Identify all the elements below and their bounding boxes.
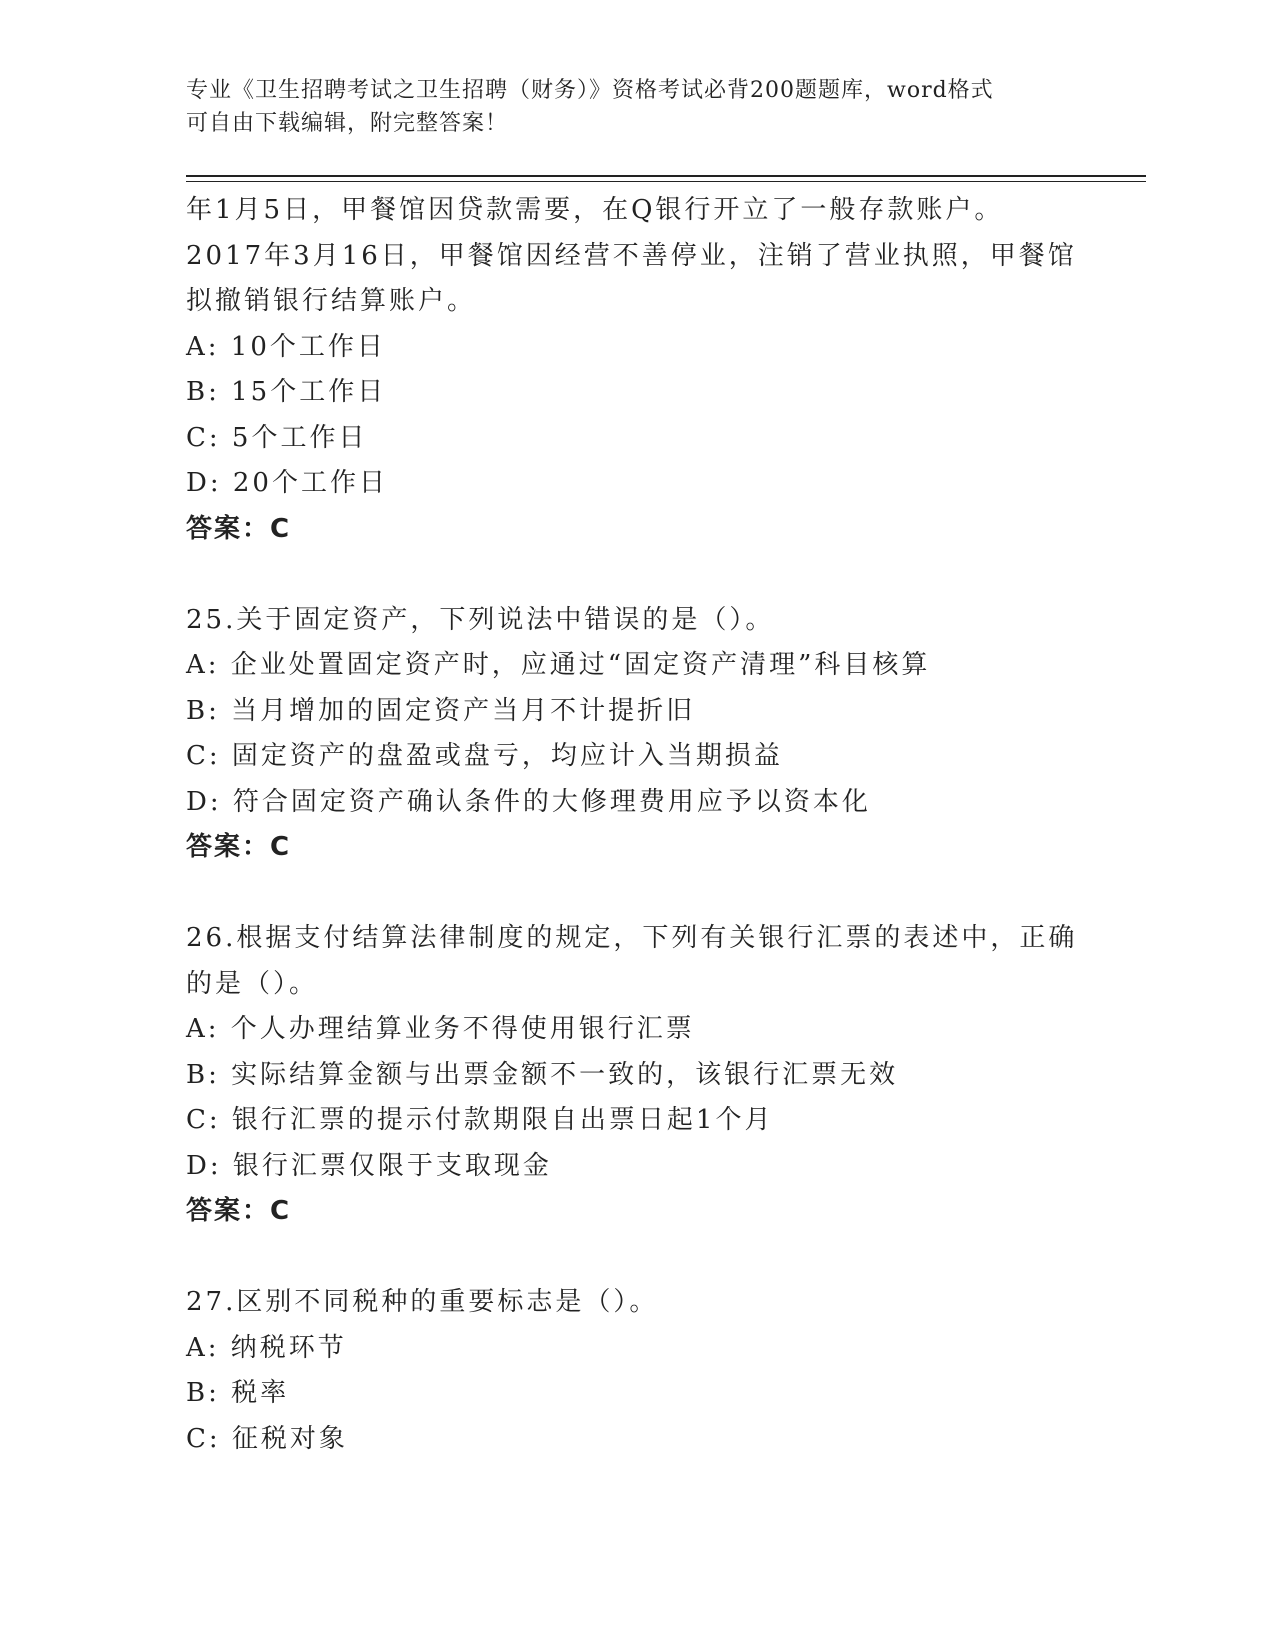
option-c: C: 征税对象 xyxy=(186,1423,348,1454)
spacer xyxy=(186,1235,1086,1281)
option-b: B: 税率 xyxy=(186,1378,290,1408)
document-header xyxy=(186,74,1086,140)
option-d: D: 20个工作日 xyxy=(186,468,388,498)
question-text-line: 2017年3月16日，甲餐馆因经营不善停业，注销了营业执照，甲餐馆 xyxy=(186,240,1077,271)
option-c: C: 银行汇票的提示付款期限自出票日起1个月 xyxy=(186,1105,774,1135)
header-divider-thick xyxy=(186,175,1146,177)
spacer xyxy=(186,552,1086,598)
option-d: D: 银行汇票仅限于支取现金 xyxy=(186,1150,552,1181)
option-b: B: 15个工作日 xyxy=(186,377,387,407)
option-a: A: 10个工作日 xyxy=(186,331,386,362)
question-26 xyxy=(186,916,1086,1235)
answer-line: 答案：C xyxy=(186,513,292,544)
option-d: D: 符合固定资产确认条件的大修理费用应予以资本化 xyxy=(186,786,871,817)
question-text-line: 年1月5日，甲餐馆因贷款需要，在Q银行开立了一般存款账户。 xyxy=(186,195,1004,225)
option-a: A: 纳税环节 xyxy=(186,1332,347,1363)
option-c: C: 5个工作日 xyxy=(186,422,368,453)
question-text-line: 25.关于固定资产，下列说法中错误的是（）。 xyxy=(186,604,775,635)
spacer xyxy=(186,871,1086,917)
question-24-continuation xyxy=(186,188,1086,552)
header-title-line-1: 专业《卫生招聘考试之卫生招聘（财务）》资格考试必背200题题库，word格式 xyxy=(186,78,994,103)
option-b: B: 实际结算金额与出票金额不一致的，该银行汇票无效 xyxy=(186,1059,899,1090)
option-c: C: 固定资产的盘盈或盘亏，均应计入当期损益 xyxy=(186,741,783,771)
answer-line: 答案：C xyxy=(186,1196,292,1226)
option-a: A: 企业处置固定资产时，应通过“固定资产清理”科目核算 xyxy=(186,650,931,680)
question-text-line: 27.区别不同税种的重要标志是（）。 xyxy=(186,1287,659,1317)
question-text-line: 的是（）。 xyxy=(186,968,319,999)
option-b: B: 当月增加的固定资产当月不计提折旧 xyxy=(186,695,696,726)
question-text-line: 拟撤销银行结算账户。 xyxy=(186,286,477,316)
question-25 xyxy=(186,598,1086,871)
question-27 xyxy=(186,1280,1086,1462)
header-title-line-2: 可自由下载编辑，附完整答案！ xyxy=(186,111,509,136)
answer-line: 答案：C xyxy=(186,832,292,862)
header-divider-thin xyxy=(186,181,1146,182)
question-text-line: 26.根据支付结算法律制度的规定，下列有关银行汇票的表述中，正确 xyxy=(186,923,1078,953)
option-a: A: 个人办理结算业务不得使用银行汇票 xyxy=(186,1014,695,1044)
document-body xyxy=(186,188,1086,1462)
